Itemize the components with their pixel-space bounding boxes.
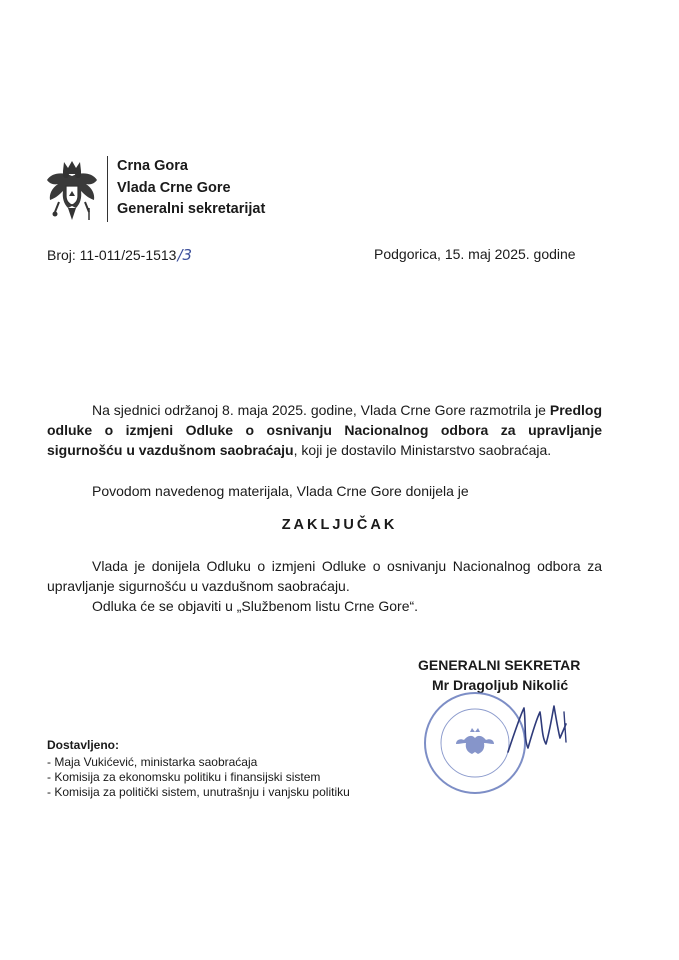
place-date: Podgorica, 15. maj 2025. godine [374,246,576,262]
distribution-list [47,738,350,800]
issuer-header [117,156,265,221]
reference-number [47,246,192,264]
distribution-item: - Komisija za politički sistem, unutrašnju i vanjsku politiku [47,785,350,799]
header-divider [107,156,108,222]
paragraph-intro-text: Na sjednici održanoj 8. maja 2025. godine, Vlada Crne Gore razmotrila je [92,402,550,418]
signatory-title: GENERALNI SEKRETAR [418,657,581,673]
handwritten-suffix: /3 [177,246,193,264]
distribution-heading: Dostavljeno: [47,738,120,752]
distribution-item: - Komisija za ekonomsku politiku i finansijski sistem [47,770,321,784]
paragraph-publication-text: Odluka će se objaviti u „Službenom listu Crne Gore“. [92,598,419,614]
proposal-title: Predlog odluke o izmjeni Odluke o osnivanju Nacionalnog odbora za upravljanje sigurnošću u vazdušnom saobraćaju [47,402,602,458]
paragraph-basis-text: Povodom navedenog materijala, Vlada Crne Gore donijela je [92,483,469,499]
coat-of-arms-icon [44,158,100,228]
paragraph-decision-text: Vlada je donijela Odluku o izmjeni Odluke o osnivanju Nacionalnog odbora za upravljanje sigurnošću u vazdušnom saobraćaju. [47,558,602,594]
reference-number-text: Broj: 11-011/25-1513 [47,247,177,263]
paragraph-intro-end: , koji je dostavilo Ministarstvo saobraćaja. [293,442,552,458]
issuer-government: Vlada Crne Gore [117,179,231,196]
paragraph-decision [47,556,602,596]
issuer-country: Crna Gora [117,158,188,174]
issuer-office: Generalni sekretarijat [117,201,266,217]
distribution-item: - Maja Vukićević, ministarka saobraćaja [47,755,258,769]
handwritten-signature [500,694,578,764]
paragraph-intro [47,400,602,460]
conclusion-title: ZAKLJUČAK [281,517,398,533]
paragraph-publication [47,596,602,616]
paragraph-basis [47,481,602,501]
signatory-name: Mr Dragoljub Nikolić [432,677,569,693]
